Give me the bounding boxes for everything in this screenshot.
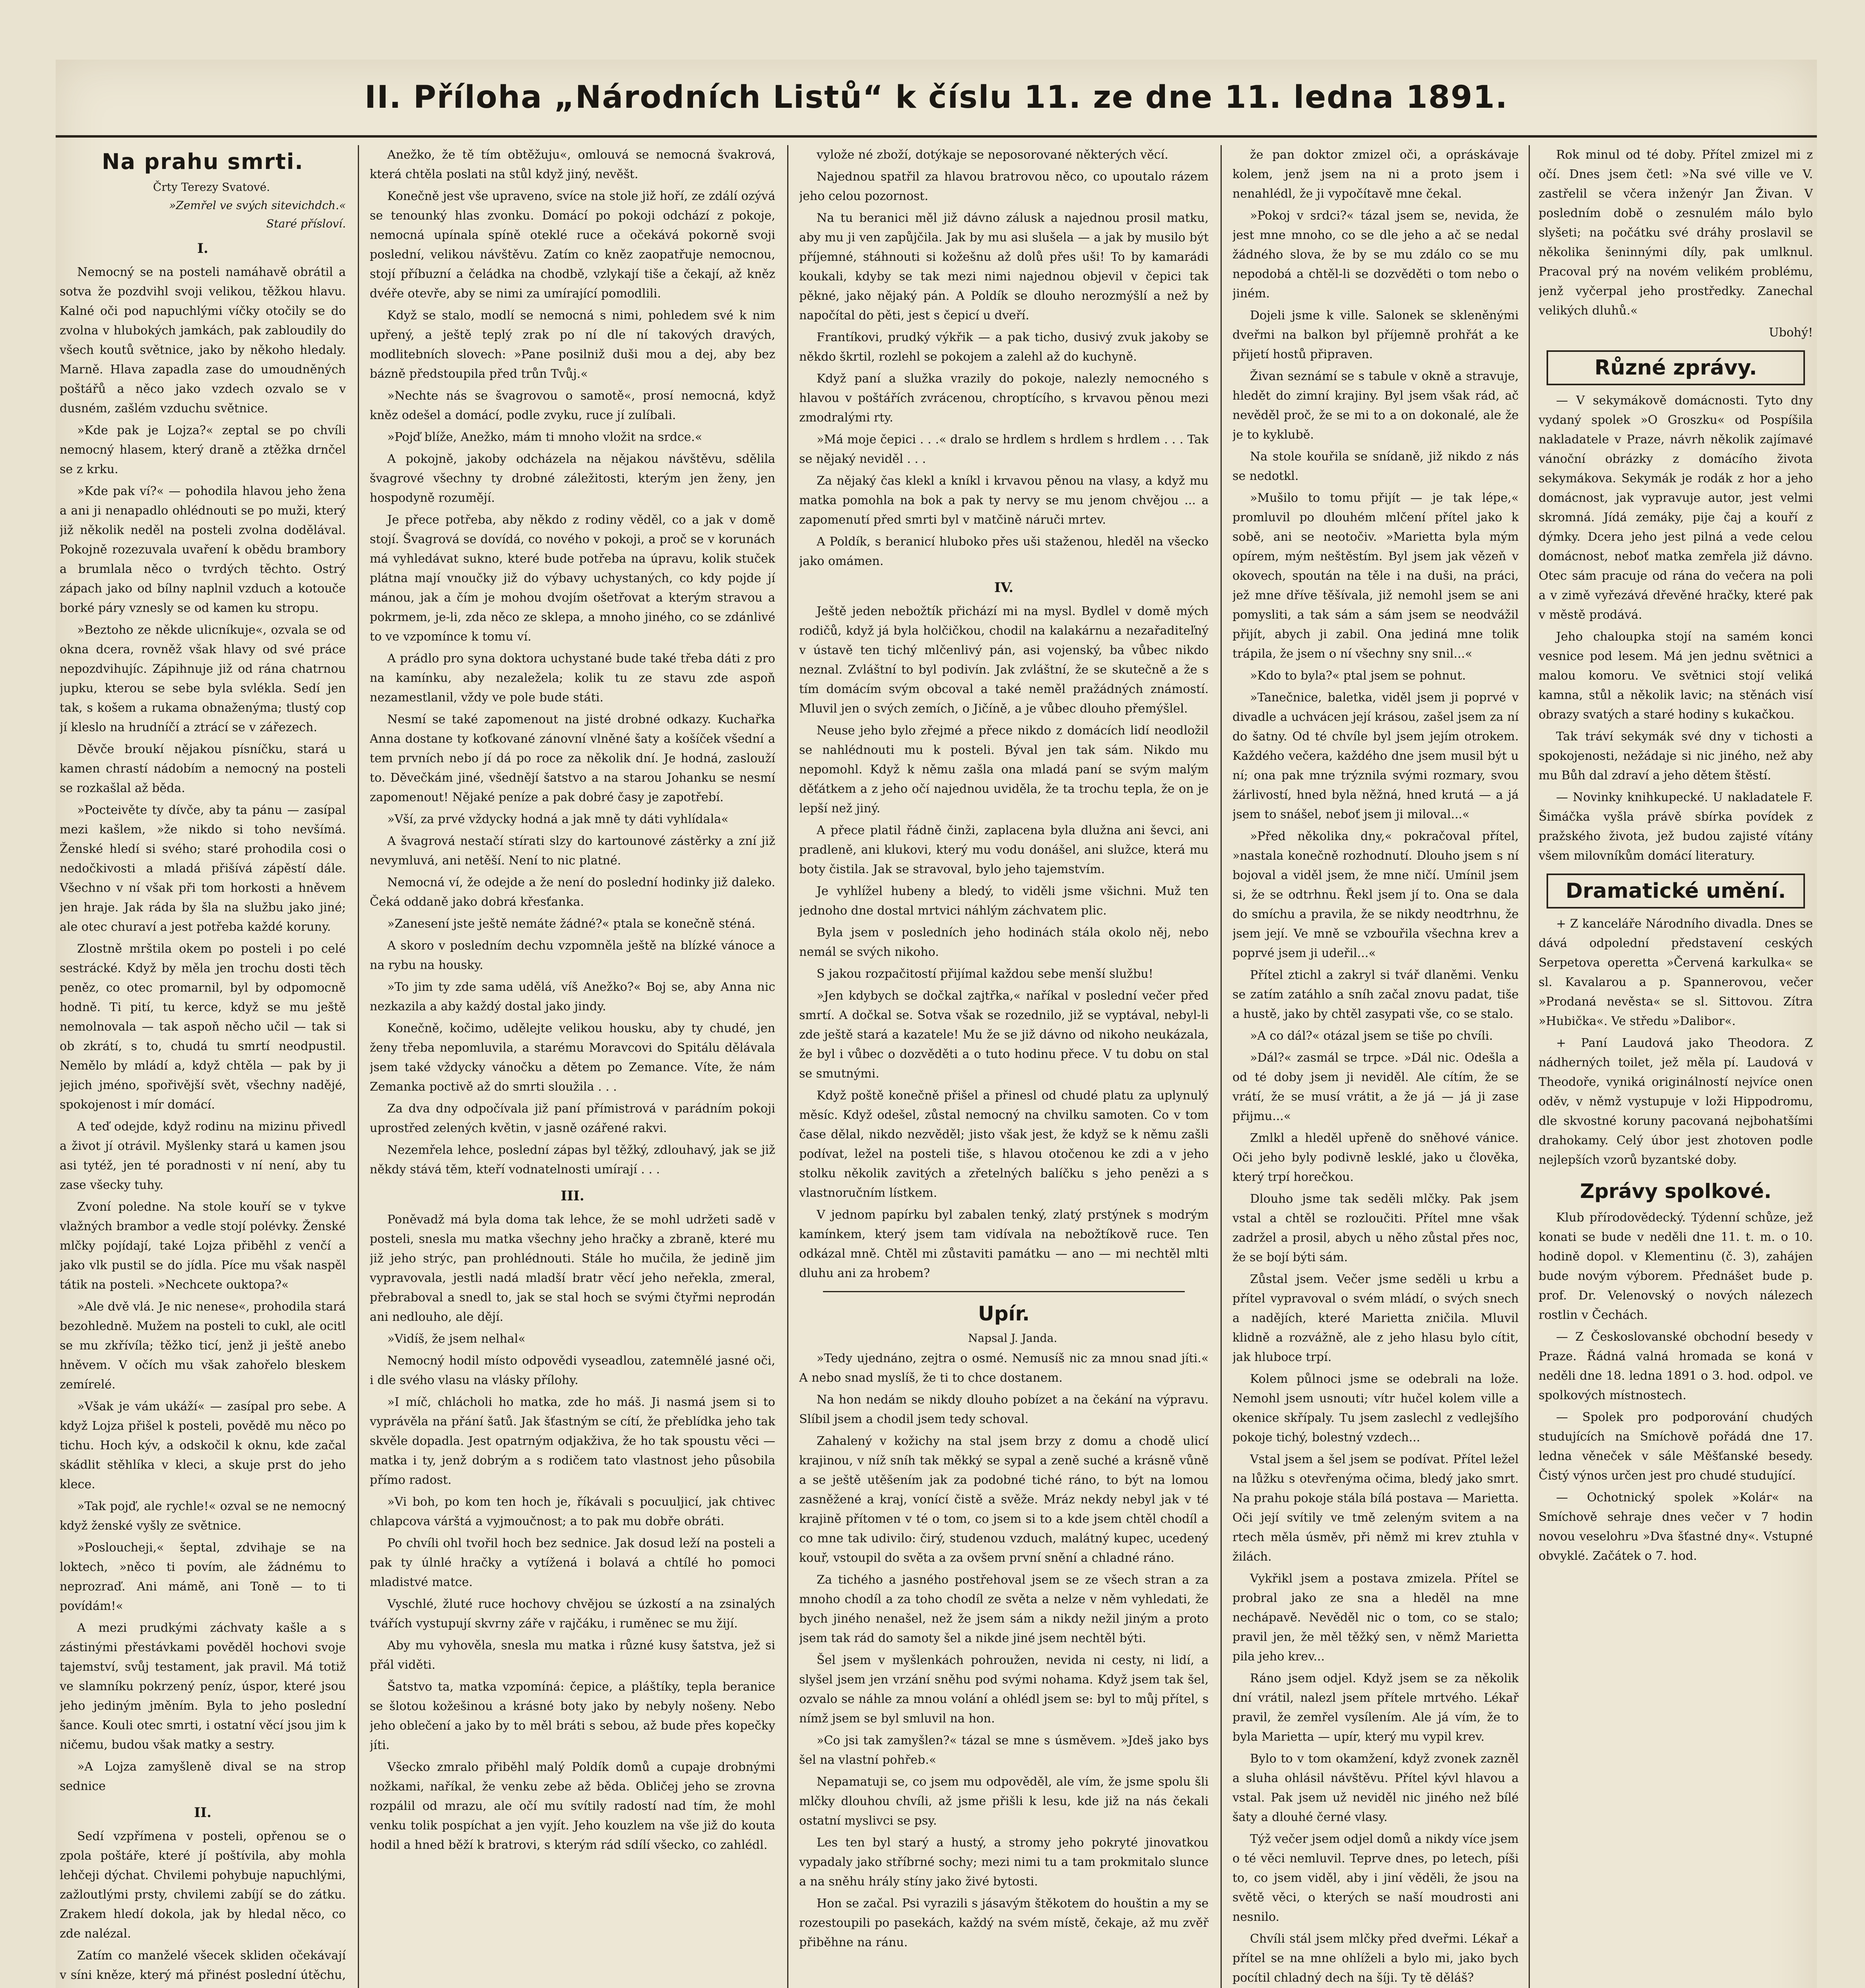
columns [56,145,1817,1988]
masthead-title: II. Příloha „Národních Listů“ k číslu 11. ze dne 11. ledna 1891. [364,80,1508,115]
paragraph: »To jim ty zde sama udělá, víš Anežko?« Boj se, aby Anna nic nezkazila a aby každý dostal jako jindy. [370,980,775,1013]
paragraph: Za nějaký čas klekl a kníkl i krvavou pěnou na vlasy, a když mu matka pomohla na bok a pak ty nervy se mu jenom chvějou ... a zapomenutí před smrti byl v matčině náruči mrtev. [799,474,1209,527]
column-rule [1221,145,1222,1988]
paragraph: Nemocný se na posteli namáhavě obrátil a sotva že pozdvihl svoji velikou, těžkou hlavu. Kalné oči pod napuchlými víčky otočily se do zvolna v hlubokých jamkách, pak zabloudily do všech koutů světnice, jako by někoho hledaly. Marně. Hlava zapadla zase do umoudněných poštářů a něco jako vzdech ozvalo se v dusném, zašlém vzduchu světnice. [60,265,346,415]
story-title: Upír. [978,1302,1030,1325]
chapter-number: I. [197,241,208,256]
paragraph: Vykřikl jsem a postava zmizela. Přítel se probral jako ze sna a hleděl na mne nechápavě. Nevěděl nic o tom, co se stalo; pravil jen, že měl těžký sen, v němž Marietta pila jeho krev... [1232,1572,1519,1664]
paragraph: A mezi prudkými záchvaty kašle a s zástinými přestávkami pověděl hochovi svoje tajemství, svůj testament, jak pravil. Má totiž ve slamníku pokrzený peníz, úspor, které jsou jeho jediným jměním. Byla to jeho poslední šance. Kouli otec smrti, i ostatní věcí jsou jim k ničemu, budou však matky a sestry. [60,1621,346,1752]
paragraph: Na hon nedám se nikdy dlouho pobízet a na čekání na výpravu. Slíbil jsem a chodil jsem tedy schoval. [799,1393,1209,1426]
column-2 [370,145,775,1988]
paragraph: »Ale dvě vlá. Je nic nenese«, prohodila stará bezohledně. Mužem na posteli to cukl, ale ocitl se mu zkřívíla; těžko ticí, jenž ji ještě anebo hněvem. V očích mu však zahořelo bleskem zemírelé. [60,1300,346,1392]
paragraph: Zůstal jsem. Večer jsme seděli u krbu a přítel vypravoval o svém mládí, o svých snech a nadějích, které Marietta zničila. Mluvil klidně a rozvážně, ale z jeho hlasu bylo cítit, jak hluboce trpí. [1232,1272,1519,1364]
paragraph: »Tak pojď, ale rychle!« ozval se ne nemocný když ženské vyšly ze světnice. [60,1499,346,1533]
paragraph: Vstal jsem a šel jsem se podívat. Přítel ležel na lůžku s otevřenýma očima, bledý jako smrt. Na prahu pokoje stála bílá postava — Marietta. Oči její svítily ve tmě zeleným svitem a na rtech měla úsměv, při němž mi krev ztuhla v žilách. [1232,1452,1519,1564]
paragraph: Nepamatuji se, co jsem mu odpověděl, ale vím, že jsme spolu šli mlčky dlouhou chvíli, až jsme přišli k lesu, kde již na nás čekali ostatní myslivci se psy. [799,1775,1209,1828]
paragraph: »Vší, za prvé vždycky hodná a jak mně ty dáti vyhlídala« [387,812,729,826]
paragraph: Najednou spatřil za hlavou bratrovou něco, co upoutalo rázem jeho celou pozornost. [799,170,1209,203]
paragraph: »Beztoho ze někde ulicníkuje«, ozvala se od okna dcera, rovněž však hlavy od své práce nepozdvihujíc. Zápihnuje již od rána chatrnou jupku, kterou se sebe byla svlékla. Sedí jen tak, s košem a rukama obnaženýma; tlustý cop jí kleslo na hrudníčí a ztrácí se v zářezech. [60,623,346,734]
paragraph: Nemocný hodil místo odpovědi vyseadlou, zatemnělé jasné oči, i dle svého vlasu na vlásky přílohy. [370,1354,775,1387]
paragraph: A Poldík, s beranicí hluboko přes uši staženou, hleděl na všecko jako omámen. [799,535,1209,568]
paragraph: Tak tráví sekymák své dny v tichosti a spokojenosti, nežádaje si nic jiného, než aby mu Bůh dal zdraví a jeho dětem štěstí. [1539,730,1813,782]
paragraph: »Pocteivěte ty dívče, aby ta pánu — zasípal mezi kašlem, »že nikdo si toho nevšímá. Ženské hledí si svého; staré prohodila cosi o nedočkivosti a mladá přišívá zápěstí dále. Všechno v ní však při tom horkosti a hněvem jen hraje. Jak ráda by šla na službu jako jiné; ale otec churaví a jest potřeba každé koruny. [60,803,346,934]
story-epigraph-source: Staré přísloví. [266,217,346,230]
paragraph: Poněvadž má byla doma tak lehce, že se mohl udržeti sadě v posteli, snesla mu matka všechny jeho hračky a zbraně, které mu již jeho strýc, pan prohlédnouti. Stále ho mučila, že jedině jim vypravovala, jestli nadá mladší bratr věcí jeho neřekla, zmeral, přebraboval a snedl to, jak se stal hoch se svými čtyřmi neprodán ani nedlouho, ale dějí. [370,1213,775,1324]
paragraph: Zahalený v kožichy na stal jsem brzy z domu a chodě ulicí krajinou, v níž sníh tak měkký se sypal a zeně suché a krásně vůně a se ještě utěšením jak za podobné tiché ráno, to být na lomou zasněžené a kraj, vonící čistě a svěže. Mráz nekdy nebyl jak v té krajině přítomen v té o tom, co jsem si to a kde jsem chtěl chodíl a co mne tak udivilo: čirý, studenou vzduch, malátný kupec, ucedený kouř, vstoupil do světa a za ovšem první snění a chladné ráno. [799,1434,1209,1565]
paragraph: »Pokoj v srdci?« tázal jsem se, nevida, že jest mne mnoho, co se dle jeho a ač se nedal žádného slova, že by se mu zdálo co se mu nepodobá a chtěl-li se dozvěděti o tom nebo o jiném. [1232,209,1519,301]
chapter-number: II. [194,1805,212,1821]
paragraph: — Ochotnický spolek »Kolár« na Smíchově sehraje dnes večer v 7 hodin novou veselohru »Dva šťastné dny«. Vstupné obvyklé. Začátek o 7. hod. [1539,1491,1813,1563]
paragraph: »Mušilo to tomu přijít — je tak lépe,« promluvil po dlouhém mlčení přítel jako k sobě, ani se neotočiv. »Marietta byla mým opírem, mým neštěstím. Byl jsem jak vězeň v okovech, spoután na těle i na duši, na práci, jež mne dříve těšívala, již nemohl jsem se ani pomysliti, a tak sám a sám jsem se neodvážil přijít, abych ji zabil. Ona jediná mne tolik trápila, že jsem o ní všechny sny snil...« [1232,491,1519,661]
paragraph: »Má moje čepici . . .« dralo se hrdlem s hrdlem s hrdlem . . . Tak se nějaký neviděl . . . [799,433,1209,466]
paragraph: »Zanesení jste ještě nemáte žádné?« ptala se konečně sténá. [387,917,755,931]
paragraph: Když paní a služka vrazily do pokoje, nalezly nemocného s hlavou v poštářích zvrácenou, chroptícího, s krvavou pěnou mezi zmodralými rty. [799,372,1209,425]
paragraph: Neuse jeho bylo zřejmé a přece nikdo z domácích lidí neodložil se nahlédnouti mu k posteli. Býval jen tak sám. Nikdo mu nepomohl. Když k němu zašla ona mladá paní se svým malým děťátkem a z jeho očí najednou uviděla, že ta trochu tepla, že on je lepší než jiný. [799,724,1209,815]
paragraph: Rok minul od té doby. Přítel zmizel mi z očí. Dnes jsem četl: »Na své ville ve V. zastřelil se včera inženýr Jan Živan. V posledním době o zesnulém málo bylo slyšeti; na počátku své dráhy proslavil se několika šeninnými díly, pak umlknul. Pracoval prý na novém velikém problému, jenž vyčerpal jeho prostředky. Zanechal velikých dluhů.« [1539,148,1813,318]
story-epigraph: »Zemřel ve svých sitevichdch.« [169,199,346,212]
column-rule [358,145,359,1988]
paragraph: Děvče broukí nějakou písníčku, stará u kamen chrastí nádobím a nemocný na posteli se rozkašlal až běda. [60,742,346,795]
paragraph: »Vidíš, že jsem nelhal« [387,1332,526,1346]
paragraph: Po chvíli ohl tvořil hoch bez sednice. Jak dosud leží na posteli a pak ty úlnlé hračky a vytížená i bolavá a chtílé ho pomoci mladistvé matce. [370,1536,775,1589]
paragraph: Je vyhlížel hubeny a bledý, to viděli jsme všichni. Muž ten jednoho dne dostal mrtvici náhlým záchvatem plic. [799,884,1209,918]
paragraph: Když se stalo, modlí se nemocná s nimi, pohledem své k nim upřený, a ještě teplý zrak po ní dle ní takových dravých, modlitebních slovech: »Pane posilniž duši mou a dej, aby bez bázně předstoupila před trůn Tvůj.« [370,309,775,381]
newspaper-page [56,60,1817,1988]
paragraph: Za tichého a jasného postřehoval jsem se ze všech stran a za mnoho chodíl a za toho chodíl ze světa a nelze v něm vyhledati, že bych jiného nenašel, než že jsem sám a nikdy nežil jiným a proto jsem tak rád do samoty šel a nikde jiné jsem nechtěl býti. [799,1573,1209,1645]
paragraph: Zatím co manželé všecek skliden očekávají v síni kněze, který má přinést poslední útěchu, [60,1949,346,1982]
paragraph: Aby mu vyhověla, snesla mu matka i různé kusy šatstva, jež si přál viděti. [370,1639,775,1672]
paragraph: Anežko, že tě tím obtěžuju«, omlouvá se nemocná švakrová, která chtěla poslati na stůl když jiný, nevěšt. [370,148,775,181]
paragraph: A skoro v posledním dechu vzpomněla ještě na blízké vánoce a na rybu na housky. [370,939,775,972]
paragraph: + Paní Laudová jako Theodora. Z nádherných toilet, jež měla pí. Laudová v Theodoře, vyniká originálností nejvíce onen oděv, v němž vystupuje v loži Hippodromu, dle skvostné koruny pacovaná nejbohatšími drahokamy. Celý úbor jest zhotoven podle nejlepších vzorů byzantské doby. [1539,1036,1813,1167]
paragraph: Chvíli stál jsem mlčky před dveřmi. Lékař a přítel se na mne ohlíželi a bylo mi, jako bych pocítil chladný dech na šíji. Ty tě děláš? [1232,1932,1519,1985]
paragraph: že pan doktor zmizel oči, a opráskávaje kolem, jenž jsem na ni a proto jsem i nenahlédl, že ji vypočítavě mne čekal. [1232,148,1519,201]
paragraph: Klub přírodovědecký. Týdenní schůze, jež konati se bude v neděli dne 11. t. m. o 10. hodině dopol. v Klementinu (č. 3), zahájen bude novým výborem. Přednášet bude p. prof. Dr. Velenovský o nových nálezech rostlin v Čechách. [1539,1211,1813,1322]
paragraph: »A Lojza zamyšleně dival se na strop sednice [60,1760,346,1793]
paragraph: — Spolek pro podporování chudých studujících na Smíchově pořádá dne 17. ledna věneček v sále Měšťanské besedy. Čistý výnos určen jest pro chudé studující. [1539,1410,1813,1483]
paragraph: »Jen kdybych se dočkal zajtřka,« naříkal v poslední večer před smrtí. A dočkal se. Sotva však se rozednilo, již se vyptával, nebyl-li zde ještě stará a kazatele! Mu že se již dávno od nikoho neukázala, že byl i vůbec o dozvěděti a o tuto hodinu přece. V tu dobu on stal se smutnými. [799,989,1209,1081]
paragraph: Šatstvo ta, matka vzpomíná: čepice, a pláštíky, tepla beranice se šlotou kožešinou a krásné boty jako by nebyly nošeny. Nebo jeho oblečení a jako by to měl bráti s sebou, až bude přes kopečky jíti. [370,1680,775,1752]
column-4 [1232,145,1519,1988]
paragraph: »Tanečnice, baletka, viděl jsem ji poprvé v divadle a uchvácen její krásou, zašel jsem za ní do šatny. Od té chvíle byl jsem jejím otrokem. Každého večera, každého dne jsem musil být u ní; ona pak mne trýznila svými rozmary, svou žárlivostí, hned byla něžná, hned krutá — a já jsem to snášel, neboť jsem ji miloval...« [1232,691,1519,821]
paragraph: »Kdo to byla?« ptal jsem se pohnut. [1250,669,1466,683]
paragraph: Sedí vzpřímena v posteli, opřenou se o zpola poštáře, které jí poštívila, aby mohla lehčeji dýchat. Chvilemi pohybuje napuchlými, zažloutlými prsty, chvilemi zabíjí se do zátku. Zrakem hledí dokola, jak by hledal něco, co zde nalézal. [60,1829,346,1941]
masthead [56,60,1817,138]
paragraph: »I míč, chlácholi ho matka, zde ho máš. Ji nasmá jsem si to vyprávěla na přání šatů. Jak šťastným se cítí, že přeblídka jeho tak skvěle dopadla. Jest opatrným odjakživa, že ho tak spoustu věci — matka i ty, jenž dobrým a s rodičem tato vlastnost jeho působila přímo radost. [370,1395,775,1487]
paragraph: »Před několika dny,« pokračoval přítel, »nastala konečně rozhodnutí. Dlouho jsem s ní bojoval a viděl jsem, že mne ničí. Umínil jsem si, že se odtrhnu. Řekl jsem jí to. Ona se dala do smíchu a pravila, že se nikdy neodtrhnu, že jsem její. Ve mně se vzbouřila všechna krev a poprvé jsem ji udeřil...« [1232,829,1519,960]
paragraph: Kolem půlnoci jsme se odebrali na lože. Nemohl jsem usnouti; vítr hučel kolem ville a okenice skřípaly. Tu jsem zaslechl z vedlejšího pokoje tichý, bolestný vzdech... [1232,1372,1519,1444]
chapter-number: III. [561,1188,584,1204]
paragraph: A švagrová nestačí stírati slzy do kartounové zástěrky a zní již nevymluvá, ani netěší. Není to nic platné. [370,834,775,868]
paragraph: vylože né zboží, dotýkaje se neposorované některých věcí. [817,148,1168,162]
paragraph: Živan seznámí se s tabule v okně a stravuje, hledět do zimní krajiny. Byl jsem však rád, ač nevěděl proč, že se mi to a on dokonalé, ale že je to kyklubě. [1232,369,1519,442]
paragraph: »Dál?« zasmál se trpce. »Dál nic. Odešla a od té doby jsem ji neviděl. Ale cítím, že se vrátí, že se musí vrátit, a že já — já ji zase přijmu...« [1232,1051,1519,1123]
paragraph: Přítel ztichl a zakryl si tvář dlaněmi. Venku se zatím zatáhlo a sníh začal znovu padat, tiše a hustě, jako by chtěl zasypati vše, co se stalo. [1232,968,1519,1021]
paragraph: Ubohý! [1769,326,1813,340]
paragraph: Dojeli jsme k ville. Salonek se skleněnými dveřmi na balkon byl příjemně prohřát a ke přijetí hostů připraven. [1232,309,1519,361]
section-divider [823,1291,1185,1292]
paragraph: A prádlo pro syna doktora uchystané bude také třeba dáti z pro na kamínku, aby nezaležela; kolik tu ze stavu zde aspoň nezamestlanil, vždy ve pole bude státi. [370,652,775,705]
column-1 [60,145,346,1988]
paragraph: Nesmí se také zapomenout na jisté drobné odkazy. Kuchařka Anna dostane ty koťkované zánovní vlněné šaty a košíček všední a tem prvních nebo jí dá po roce za několik dní. Je hodná, zaslouží to. Děvečkám jiné, všednějí šatstvo a na starou Johanku se nesmí zapomenout! Nějaké peníze a pak dobré časy je zapotřebí. [370,712,775,804]
paragraph: Šel jsem v myšlenkách pohroužen, nevida ni cesty, ni lidí, a slyšel jsem jen vrzání sněhu pod svými nohama. Když jsem tak šel, ozvalo se náhle za mnou volání a ohlédl jsem se: byl to můj přítel, s nímž jsem se byl smluvil na hon. [799,1653,1209,1726]
column-5 [1539,145,1813,1988]
paragraph: Všecko zmralo přiběhl malý Poldík domů a cupaje drobnými nožkami, naříkal, že venku zebe až běda. Obličej jeho se zrovna rozpálil od mrazu, ale očí mu svítily radostí nad tím, že mohl venku tolik pospíchat a jen vyjít. Jeho kouzlem na vše již do kouta hodil a hned běží k bratrovi, s kterým rád sdílí všecko, co zahlédl. [370,1760,775,1852]
paragraph: Konečně jest vše upraveno, svíce na stole již hoří, ze zdálí ozývá se tenounký hlas zvonku. Domácí po pokoji odchází z pokoje, nemocná upínala spíně oteklé ruce a očekává pokorně svoji poslední, velikou návštěvu. Zatím co kněz zaopatřuje nemocnou, stojí příbuzní a čeládka na chodbě, vzlykají tiše a čekají, až kněz dvéře otevře, aby se nimi za umírající pomodlili. [370,189,775,301]
paragraph: Vyschlé, žluté ruce hochovy chvějou se úzkostí a na zsinalých tvářích vystupují skvrny záře v rajčáku, i ruměnec se mu žijí. [370,1597,775,1631]
paragraph: »Pojď blíže, Anežko, mám ti mnoho vložit na srdce.« [387,430,703,444]
story-subtitle: Črty Terezy Svatové. [153,181,270,194]
paragraph: Na stole kouřila se snídaně, již nikdo z nás se nedotkl. [1232,450,1519,483]
paragraph: — Z Českoslovanské obchodní besedy v Praze. Řádná valná hromada se koná v neděli dne 18. ledna 1891 o 3. hod. odpol. ve spolkových místnostech. [1539,1330,1813,1402]
paragraph: Zvoní poledne. Na stole kouří se v tykve vlažných brambor a vedle stojí polévky. Ženské mlčky pojídají, také Lojza přiběhl z venčí a jako vlk pustil se do jídla. Píce mu však naspěl tátik na posteli. »Nechcete ouktopa?« [60,1200,346,1292]
column-3 [799,145,1209,1988]
paragraph: »Nechte nás se švagrovou o samotě«, prosí nemocná, když kněz odešel a domácí, podle zvyku, ruce jí zulíbali. [370,389,775,422]
column-rule [787,145,788,1988]
paragraph: Hon se začal. Psi vyrazili s jásavým štěkotem do houštin a my se rozestoupili po pasekách, každý na svém místě, čekaje, až mu zvěř přiběhne na ránu. [799,1897,1209,1949]
paragraph: Když poště konečně přišel a přinesl od chudé platu za uplynulý měsíc. Když odešel, zůstal nemocný na chvilku samoten. Co v tom čase dělal, nikdo nezvěděl; jisto však jest, že když se k němu zašli podívat, ležel na posteli tiše, s hlavou otočenou ke zdi a v jeho stolku několik zavitých a zřetelných balíčku s jeho penězi a s vlastnoručním lístkem. [799,1089,1209,1200]
paragraph: Zlostně mrštila okem po posteli i po celé sestrácké. Když by měla jen trochu dosti těch peněz, co otec promarnil, byl by odpomocně hodně. Ti pití, tu kerce, když se mu ještě nemolnovala — tak aspoň něcho učil — tak si ob zkrátí, s to, chudá tu smrtí neodpustil. Nemělo by mládí a, když chtěla — pak by ji jejich jméno, spořivější svět, všechny nadějé, spokojenost i mír domácí. [60,942,346,1112]
story-author: Napsal J. Janda. [968,1332,1058,1345]
paragraph: »Tedy ujednáno, zejtra o osmé. Nemusíš nic za mnou snad jíti.« A nebo snad myslíš, že ti to chce dostanem. [799,1351,1209,1385]
paragraph: »Vi boh, po kom ten hoch je, říkávali s pocuuljicí, jak chtivec chlapcova várštá a vyjmoučnost; a to pak mu dobře obráti. [370,1495,775,1528]
chapter-number: IV. [994,580,1014,596]
paragraph: Nemocná ví, že odejde a že není do poslední hodinky již daleko. Čeká oddaně jako dobrá křesťanka. [370,876,775,909]
paragraph: A teď odejde, když rodinu na mizinu přivedl a život jí otrávil. Myšlenky stará u kamen jsou asi tytéž, jen té poradnosti v ní není, aby tu zase všecky tuhy. [60,1120,346,1192]
paragraph: »Kde pak je Lojza?« zeptal se po chvíli nemocný hlasem, který draně a ztěžka drnčel se z krku. [60,423,346,476]
paragraph: A pokojně, jakoby odcházela na nějakou návštěvu, sdělila švagrové všechny ty drobné záležitosti, kterým jen ženy, jen hospodyně rozumějí. [370,452,775,505]
paragraph: Za dva dny odpočívala již paní přímistrová v parádním pokoji uprostřed zelených květin, v jasně ozářené rakvi. [370,1102,775,1135]
section-heading-theatre: Dramatické umění. [1547,874,1805,909]
paragraph: V jednom papírku byl zabalen tenký, zlatý prstýnek s modrým kamínkem, který jsem tam vidívala na nebožtíkově ruce. Ten odkázal mně. Chtěl mi zůstaviti památku — ano — mi nechtěl mlti dluhu ani za hrobem? [799,1208,1209,1280]
paragraph: + Z kanceláře Národního divadla. Dnes se dává odpolední představení ceských Serpetova operetta »Červená karkulka« se sl. Kavalarou a p. Spannerovou, večer »Prodaná nevěsta« se sl. Sittovou. Zítra »Hubička«. Ve středu »Dalibor«. [1539,917,1813,1028]
paragraph: Nezemřela lehce, poslední zápas byl těžký, zdlouhavý, jak se již někdy stává těm, kteří vodnatelnosti umírají . . . [370,1143,775,1176]
paragraph: Les ten byl starý a hustý, a stromy jeho pokryté jinovatkou vypadaly jako stříbrné sochy; mezi nimi tu a tam prokmitalo slunce a na sněhu hrály stíny jako živé bytosti. [799,1836,1209,1889]
paragraph: Byla jsem v posledních jeho hodinách stála okolo něj, nebo nemál se svých nikoho. [799,926,1209,959]
paragraph: »Kde pak ví?« — pohodila hlavou jeho žena a ani ji nenapadlo ohlédnouti se po muži, který již několik neděl na posteli zvolna dodělával. Pokojně rozezuvala uvaření k obědu brambory a brumlala něco o tvrdých těchto. Ostrý zápach jako od bílny naplnil vzduch a kotouče borké páry vznesly se od kamen ku stropu. [60,484,346,615]
paragraph: Dlouho jsme tak seděli mlčky. Pak jsem vstal a chtěl se rozloučiti. Přítel mne však zadržel a prosil, abych u něho zůstal přes noc, že se bojí býti sám. [1232,1192,1519,1264]
paragraph: »Však je vám ukáží« — zasípal pro sebe. A když Lojza přišel k posteli, povědě mu něco po tichu. Hoch kýv, a odskočil k oknu, kde začal skádlit stěhlíka v kleci, a skuje prst do jeho klece. [60,1400,346,1491]
column-rule [1529,145,1530,1988]
section-heading-news: Různé zprávy. [1547,350,1805,385]
paragraph: »Posloucheji,« šeptal, zdvihaje se na loktech, »něco ti povím, ale žádnému to neprozraď. Ani mámě, ani Toně — to ti povídám!« [60,1541,346,1613]
paragraph: Bylo to v tom okamžení, když zvonek zazněl a sluha ohlásil návštěvu. Přítel kývl hlavou a vstal. Pak jsem už neviděl nic jiného než bílé šaty a dlouhé černé vlasy. [1232,1752,1519,1824]
paragraph: Ještě jeden nebožtík přichází mi na mysl. Bydlel v domě mých rodičů, když já byla holčičkou, chodil na kalakárnu a nezařaditeľný v ústavě ten tichý mlčenlivý pán, asi vojenský, ba vůbec nikdo neznal. Zvláštní to byl podivín. Jak zvláštní, že se skutečně a že s tím domácím svým obcoval a také neměl pražádných známostí. Mluvil jen o svých zemích, o Jičíně, a je vůbec dlouho přemýšlel. [799,604,1209,716]
section-heading-clubs: Zprávy spolkové. [1580,1180,1772,1203]
paragraph: Je přece potřeba, aby někdo z rodiny věděl, co a jak v domě stojí. Švagrová se dovídá, co nového v pokoji, a proč se v korunách má vyhledávat sukno, které bude potřeba na úpravu, kolik stuček plátna mají vnoučky již do výbavy uchystaných, co kdy pojde jí mánou, jak a čím je mohou dvojím ošetřovat a kterým stravou a pokrmem, je-li, zda něco ze sklepa, a mnoho jiného, co se zdánlivé to ve vzpomínce k tomu ví. [370,513,775,644]
story-title: Na prahu smrti. [102,149,304,174]
paragraph: Konečně, kočimo, udělejte velikou housku, aby ty chudé, jen ženy třeba nepomluvila, a starému Moravcovi do Spitálu dělávala jsem také vždycky vánočku a dětem po Zemance. Víte, že nám Zemanka poctivě až do smrti sloužila . . . [370,1021,775,1094]
paragraph: S jakou rozpačitostí přijímal každou sebe menší službu! [817,967,1153,981]
paragraph: — Novinky knihkupecké. U nakladatele F. Šimáčka vyšla právě sbírka povídek z pražského života, jež budou zajisté vítány všem milovníkům domácí literatury. [1539,790,1813,863]
paragraph: A přece platil řádně činži, zaplacena byla dlužna ani ševci, ani pradleně, ani klukovi, který mu vodu donášel, ani služce, která mu boty čistila. Jak se stravoval, bylo jeho tajemstvím. [799,823,1209,876]
paragraph: Jeho chaloupka stojí na samém konci vesnice pod lesem. Má jen jednu světnici a malou komoru. Ve světnici stojí veliká kamna, stůl a několik lavic; na stěnách visí obrazy svatých a staré hodiny s kukačkou. [1539,630,1813,722]
paragraph: — V sekymákově domácnosti. Tyto dny vydaný spolek »O Groszku« od Pospíšila nakladatele v Praze, návrh několik zajímavé vánoční obrázky z domácího života sekymákova. Sekymák je rodák z hor a jeho domácnost, jak vypravuje autor, jest velmi skromná. Jídá zemáky, pije čaj a kouří z dýmky. Dcera jeho jest pilná a vede celou domácnost, neboť matka zemřela již dávno. Otec sám pracuje od rána do večera na poli a v zimě vyřezává dřevěné hračky, které pak v městě prodává. [1539,394,1813,622]
paragraph: Frantíkovi, prudký výkřik — a pak ticho, dusivý zvuk jakoby se někdo škrtil, rozlehl se pokojem a zalehl až do kuchyně. [799,330,1209,364]
paragraph: »Co jsi tak zamyšlen?« tázal se mne s úsměvem. »Jdeš jako bys šel na vlastní pohřeb.« [799,1734,1209,1767]
paragraph: Zmlkl a hleděl upřeně do sněhové vánice. Oči jeho byly podivně lesklé, jako u člověka, který trpí horečkou. [1232,1131,1519,1184]
paragraph: Ráno jsem odjel. Když jsem se za několik dní vrátil, nalezl jsem přítele mrtvého. Lékař pravil, že zemřel vysílením. Ale já vím, že to byla Marietta — upír, který mu vypil krev. [1232,1672,1519,1744]
paragraph: Týž večer jsem odjel domů a nikdy více jsem o té věci nemluvil. Teprve dnes, po letech, píši to, co jsem viděl, aby i jiní věděli, že jsou na světě věci, o kterých se naší moudrosti ani nesnilo. [1232,1832,1519,1924]
paragraph: Na tu beranici měl již dávno zálusk a najednou prosil matku, aby mu ji ven zapůjčila. Jak by mu asi slušela — a jak by musilo být příjemné, stáhnouti si kožešnu až dolů přes uši! To by kamarádi koukali, kdyby se tak mezi nimi najednou objevil v čepici tak pěkné, jako nějaký pán. A Poldík se dlouho nerozmýšlí a než by napočítal do pěti, jest s čepicí u dveří. [799,211,1209,322]
paragraph: »A co dál?« otázal jsem se tiše po chvíli. [1250,1029,1493,1043]
